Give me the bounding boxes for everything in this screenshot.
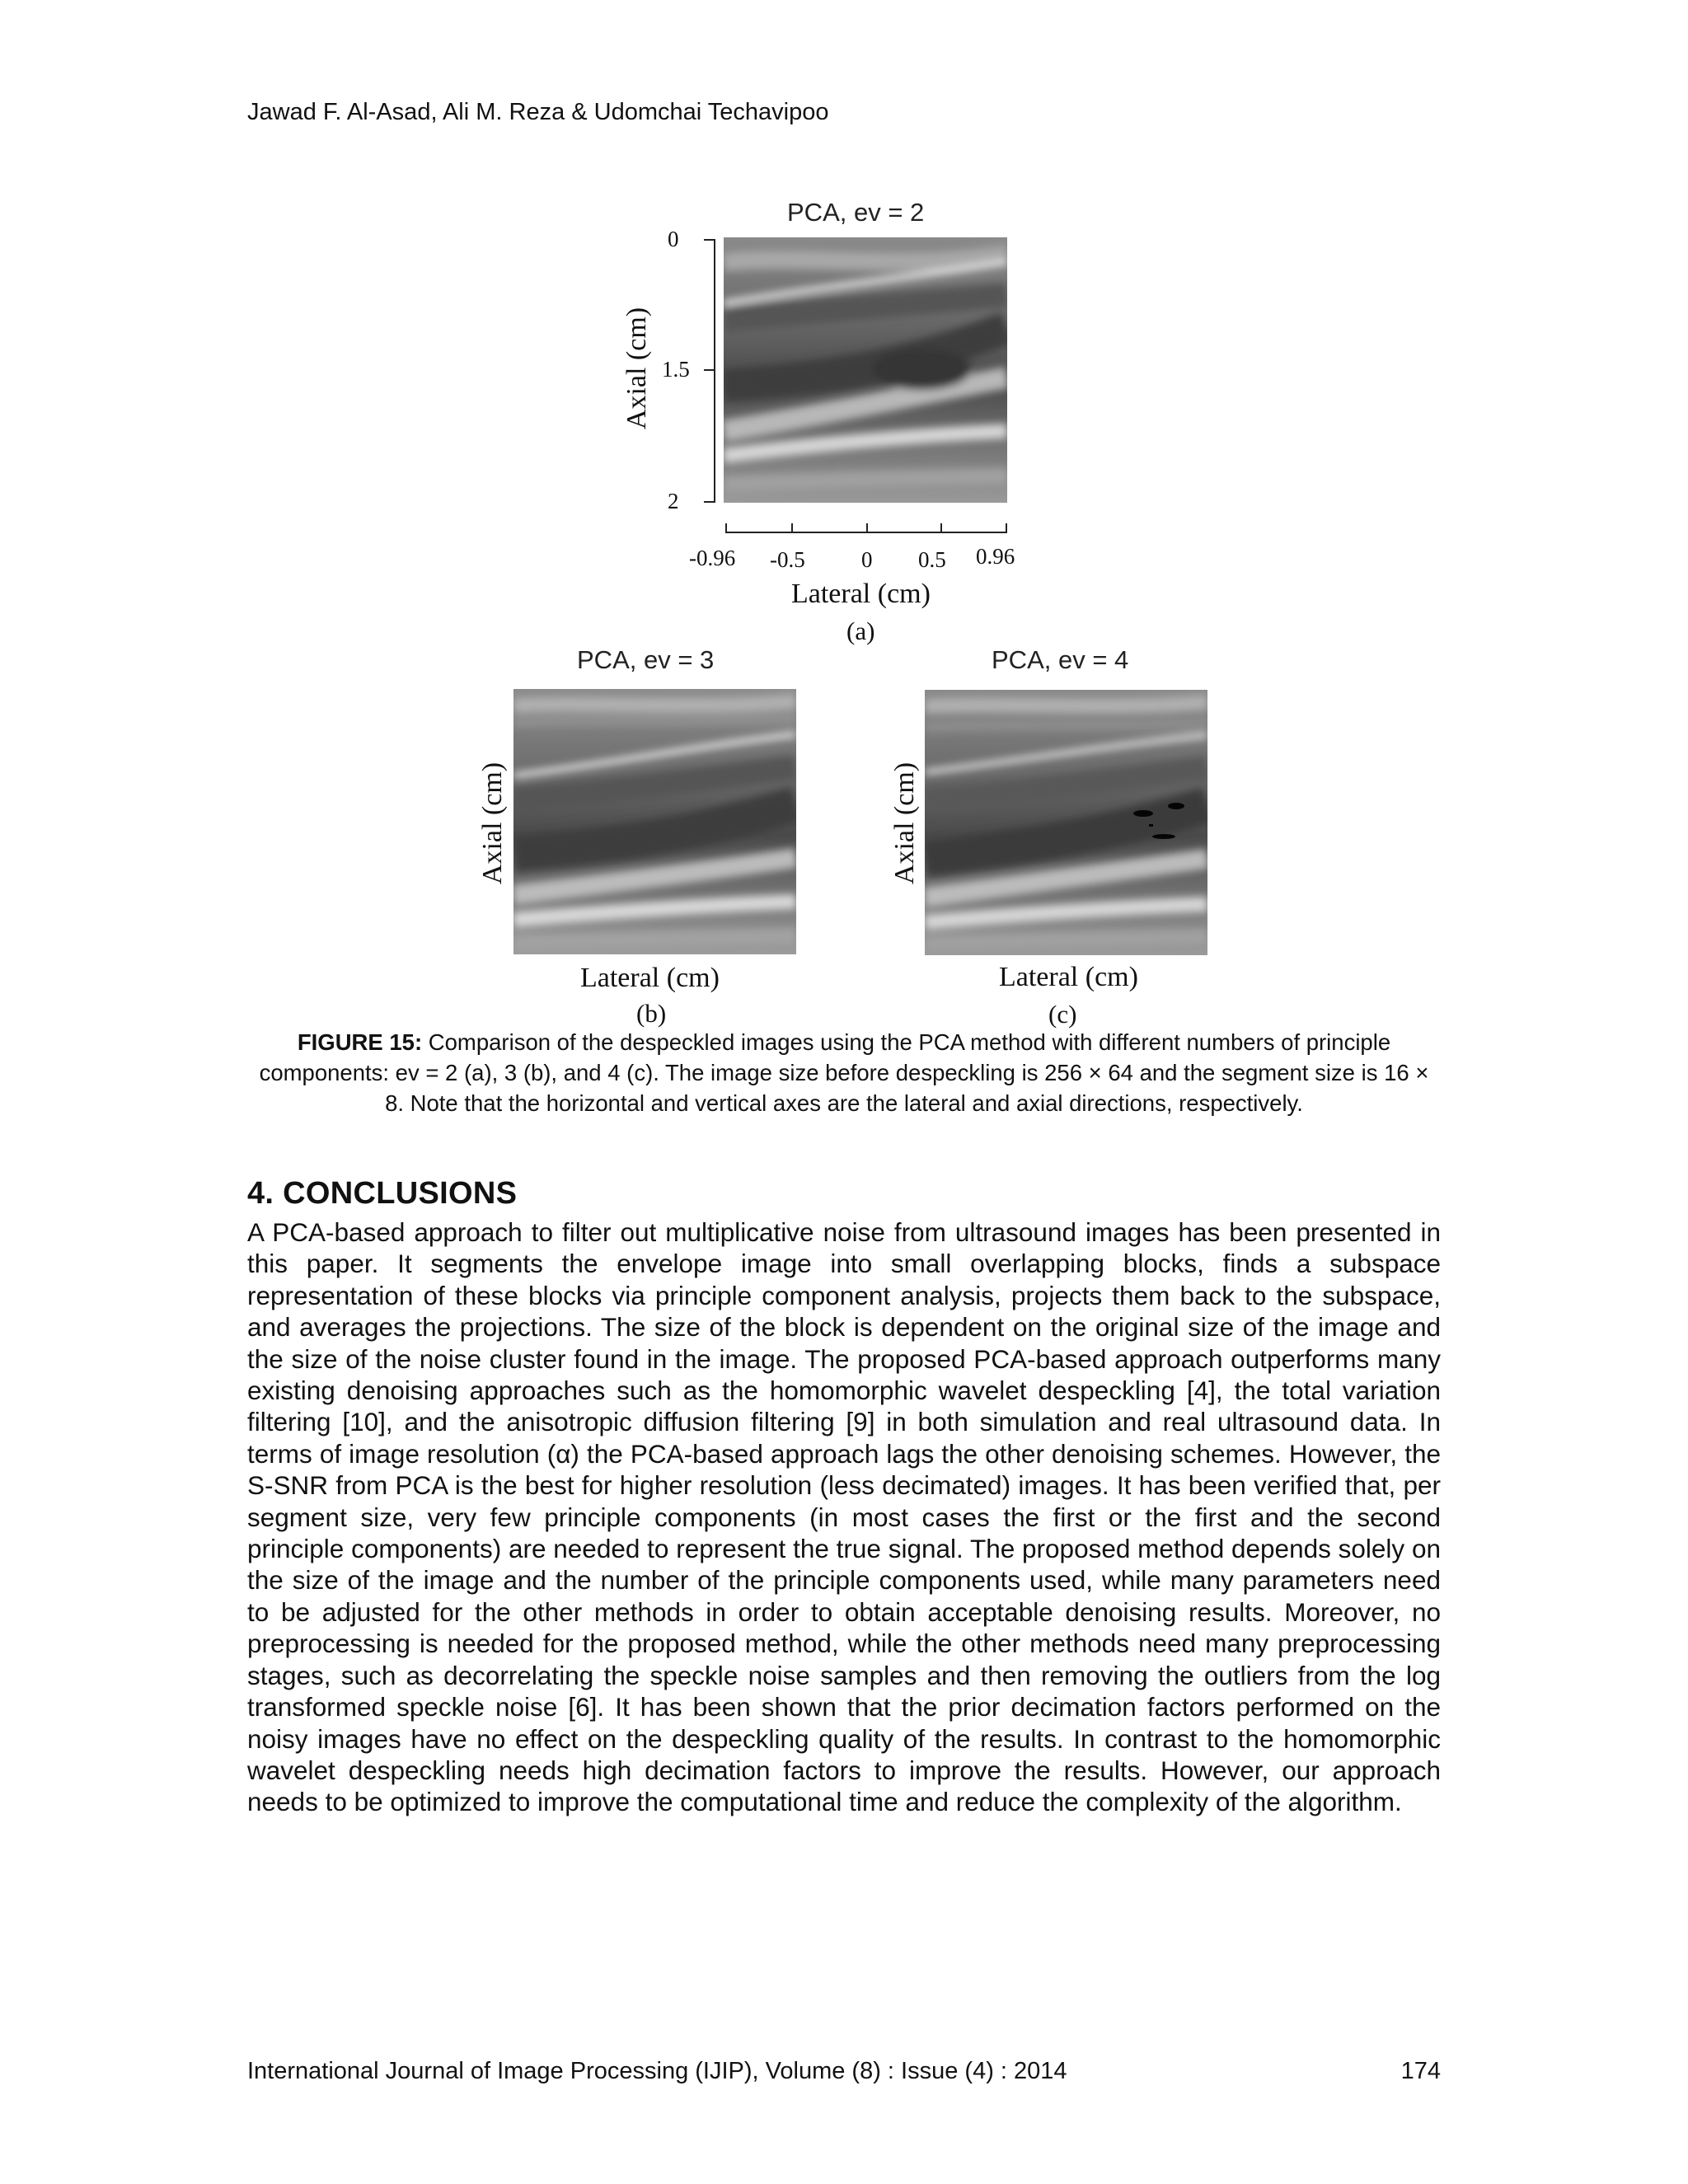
x-tick-label: 0.96	[976, 544, 1015, 569]
x-tick-label: 0	[861, 547, 873, 572]
running-head: Jawad F. Al-Asad, Ali M. Reza & Udomchai Techavipoo	[247, 99, 829, 125]
panel-b-xlabel: Lateral (cm)	[580, 963, 720, 993]
panel-a-image	[724, 237, 1007, 503]
footer-journal: International Journal of Image Processing (IJIP), Volume (8) : Issue (4) : 2014	[247, 2058, 1067, 2084]
section-body: A PCA-based approach to filter out multiplicative noise from ultrasound images has been presented in this paper. It segments the envelope image into small overlapping blocks, finds a subspace representation of these blocks via principle component analysis, projects them back to the subspace, and averages the projections. The size of the block is dependent on the original size of the image and the size of the noise cluster found in the image. The proposed PCA-based approach outperforms many existing denoising approaches such as the homomorphic wavelet despeckling [4], the total variation filtering [10], and the anisotropic diffusion filtering [9] in both simulation and real ultrasound data. In terms of image resolution (α) the PCA-based approach lags the other denoising schemes. However, the S-SNR from PCA is the best for higher resolution (less decimated) images. It has been verified that, per segment size, very few principle components (in most cases the first or the first and the second principle components) are needed to represent the true signal. The proposed method depends solely on the size of the image and the number of the principle components used, while many parameters need to be adjusted for the other methods in order to obtain acceptable denoising results. Moreover, no preprocessing is needed for the proposed method, while the other methods need many preprocessing stages, such as decorrelating the speckle noise samples and then removing the outliers from the log transformed speckle noise [6]. It has been shown that the prior decimation factors performed on the noisy images have no effect on the despeckling quality of the results. In contrast to the homomorphic wavelet despeckling needs high decimation factors to improve the results. However, our approach needs to be optimized to improve the computational time and reduce the complexity of the algorithm.	[247, 1217, 1441, 1817]
caption-text: Comparison of the despeckled images using the PCA method with different numbers of principle components: ev = 2 (a), 3 (b), and 4 (c). The image size before despeckling is 256 × 64 and the segment size is 16 × 8. Note that the horizontal and vertical axes are the lateral and axial directions, respectively.	[259, 1029, 1429, 1116]
x-tick-label: -0.5	[770, 547, 805, 572]
panel-a-title: PCA, ev = 2	[787, 198, 925, 227]
panel-b-sublabel: (b)	[636, 999, 667, 1028]
figure-caption	[247, 1027, 1441, 1118]
panel-b-ylabel: Axial (cm)	[477, 762, 508, 885]
x-tick-label: -0.96	[689, 546, 736, 570]
y-tick-label: 0	[668, 227, 679, 251]
x-tick-mark	[1006, 523, 1007, 533]
y-tick-mark	[704, 239, 715, 241]
panel-a-y-axis	[714, 239, 715, 503]
section-heading: 4. CONCLUSIONS	[247, 1176, 518, 1211]
x-tick-label: 0.5	[918, 547, 946, 572]
panel-b-title: PCA, ev = 3	[577, 645, 715, 674]
y-tick-mark	[704, 369, 715, 371]
panel-c-ylabel: Axial (cm)	[889, 762, 920, 885]
x-tick-mark	[940, 523, 942, 533]
x-tick-mark	[725, 523, 727, 533]
panel-c-image	[925, 690, 1207, 955]
panel-b-image	[513, 689, 796, 954]
x-tick-mark	[866, 523, 868, 533]
panel-c-sublabel: (c)	[1048, 1000, 1077, 1029]
page-number: 174	[1400, 2058, 1441, 2084]
panel-a-ylabel: Axial (cm)	[621, 307, 652, 430]
x-tick-mark	[791, 523, 793, 533]
y-tick-mark	[704, 501, 715, 503]
panel-a-sublabel: (a)	[846, 616, 875, 645]
panel-a-xlabel: Lateral (cm)	[791, 579, 931, 609]
panel-c-xlabel: Lateral (cm)	[999, 962, 1138, 992]
caption-label: FIGURE 15:	[297, 1029, 423, 1055]
y-tick-label: 1.5	[662, 357, 690, 382]
y-tick-label: 2	[668, 489, 679, 513]
panel-c-title: PCA, ev = 4	[992, 645, 1129, 674]
